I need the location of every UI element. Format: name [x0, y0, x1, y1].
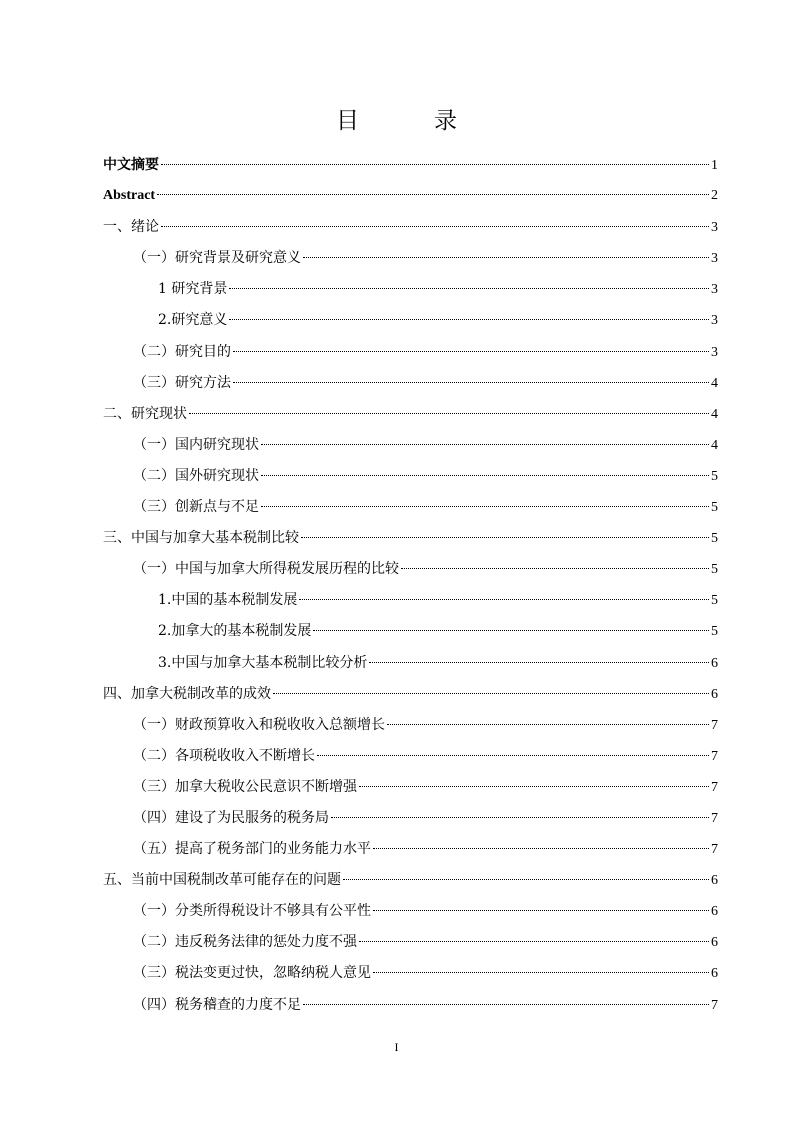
dot-leader	[303, 1004, 709, 1005]
toc-entry-label: （二）违反税务法律的惩处力度不强	[133, 934, 357, 951]
toc-entry[interactable]	[103, 587, 718, 618]
toc-entry[interactable]	[103, 898, 718, 929]
toc-entry[interactable]	[103, 650, 718, 681]
toc-entry-label: 3.中国与加拿大基本税制比较分析	[158, 654, 368, 671]
toc-entry[interactable]	[103, 307, 718, 338]
dot-leader	[359, 941, 709, 942]
toc-entry-page-number: 5	[711, 500, 718, 516]
dot-leader	[229, 288, 709, 289]
toc-entry[interactable]	[103, 743, 718, 774]
dot-leader	[359, 786, 709, 787]
toc-entry[interactable]	[103, 494, 718, 525]
toc-entry-page-number: 6	[711, 935, 718, 951]
dot-leader	[387, 724, 709, 725]
toc-entry-label: （三）税法变更过快，忽略纳税人意见	[133, 965, 371, 982]
toc-entry-label: 二、研究现状	[103, 405, 187, 422]
toc-entry-label: （一）财政预算收入和税收收入总额增长	[133, 716, 385, 733]
dot-leader	[373, 848, 709, 849]
toc-entry[interactable]	[103, 214, 718, 245]
toc-entry[interactable]	[103, 960, 718, 991]
toc-entry-page-number: 3	[711, 344, 718, 360]
dot-leader	[401, 568, 709, 569]
toc-entry[interactable]	[103, 401, 718, 432]
toc-entry-page-number: 3	[711, 313, 718, 329]
toc-entry[interactable]	[103, 245, 718, 276]
toc-entry-page-number: 7	[711, 717, 718, 733]
toc-entry-page-number: 6	[711, 966, 718, 982]
toc-entry[interactable]	[103, 712, 718, 743]
toc-entry[interactable]	[103, 183, 718, 214]
toc-entry-page-number: 6	[711, 873, 718, 889]
toc-entry[interactable]	[103, 339, 718, 370]
toc-entry-label: （四）建设了为民服务的税务局	[133, 809, 329, 826]
toc-entry-page-number: 7	[711, 748, 718, 764]
dot-leader	[233, 382, 709, 383]
toc-entry-label: 1 研究背景	[158, 281, 228, 298]
dot-leader	[303, 257, 709, 258]
toc-entry-page-number: 6	[711, 686, 718, 702]
toc-entry-page-number: 2	[711, 188, 718, 204]
dot-leader	[313, 630, 709, 631]
dot-leader	[261, 444, 709, 445]
toc-entry-page-number: 3	[711, 282, 718, 298]
toc-entry-page-number: 3	[711, 251, 718, 267]
toc-entry-label: （二）各项税收收入不断增长	[133, 747, 315, 764]
dot-leader	[233, 351, 709, 352]
dot-leader	[157, 194, 709, 195]
toc-entry-label: （一）研究背景及研究意义	[133, 250, 301, 267]
dot-leader	[373, 972, 709, 973]
toc-entry[interactable]	[103, 556, 718, 587]
dot-leader	[317, 755, 709, 756]
toc-entry-page-number: 5	[711, 562, 718, 578]
toc-entry-label: 1.中国的基本税制发展	[158, 592, 298, 609]
toc-entry-label: （一）国内研究现状	[133, 436, 259, 453]
dot-leader	[373, 910, 709, 911]
toc-entry[interactable]	[103, 276, 718, 307]
toc-entry-page-number: 5	[711, 531, 718, 547]
toc-entry[interactable]	[103, 463, 718, 494]
toc-entry-page-number: 6	[711, 904, 718, 920]
toc-entry-page-number: 5	[711, 593, 718, 609]
toc-entry-label: 五、当前中国税制改革可能存在的问题	[103, 872, 341, 889]
toc-entry-label: 一、绪论	[103, 219, 159, 236]
toc-entry-label: （三）加拿大税收公民意识不断增强	[133, 778, 357, 795]
toc-entry-page-number: 3	[711, 220, 718, 236]
toc-entry[interactable]	[103, 836, 718, 867]
toc-entry-page-number: 7	[711, 842, 718, 858]
toc-entry-label: （五）提高了税务部门的业务能力水平	[133, 841, 371, 858]
toc-entry-label: 2.研究意义	[158, 312, 228, 329]
table-of-contents	[103, 152, 718, 1023]
toc-entry-label: 2.加拿大的基本税制发展	[158, 623, 312, 640]
toc-entry-page-number: 4	[711, 406, 718, 422]
dot-leader	[261, 475, 709, 476]
dot-leader	[301, 537, 709, 538]
toc-entry-page-number: 5	[711, 624, 718, 640]
toc-entry-page-number: 7	[711, 997, 718, 1013]
toc-entry[interactable]	[103, 152, 718, 183]
dot-leader	[261, 506, 709, 507]
toc-entry-page-number: 7	[711, 779, 718, 795]
toc-entry[interactable]	[103, 618, 718, 649]
toc-entry-label: 三、中国与加拿大基本税制比较	[103, 530, 299, 547]
dot-leader	[331, 817, 709, 818]
toc-entry[interactable]	[103, 370, 718, 401]
dot-leader	[161, 164, 709, 165]
toc-entry[interactable]	[103, 525, 718, 556]
toc-entry-label: （三）研究方法	[133, 374, 231, 391]
toc-entry-page-number: 4	[711, 375, 718, 391]
toc-entry-label: （一）中国与加拿大所得税发展历程的比较	[133, 561, 399, 578]
toc-entry-label: （四）税务稽查的力度不足	[133, 996, 301, 1013]
toc-entry[interactable]	[103, 992, 718, 1023]
page-title: 目 录	[336, 108, 483, 134]
footer-page-number: I	[394, 1040, 399, 1054]
toc-entry[interactable]	[103, 774, 718, 805]
toc-entry-page-number: 1	[711, 158, 718, 173]
toc-entry[interactable]	[103, 681, 718, 712]
toc-entry[interactable]	[103, 929, 718, 960]
dot-leader	[229, 319, 709, 320]
dot-leader	[343, 879, 709, 880]
toc-entry-label: （三）创新点与不足	[133, 499, 259, 516]
dot-leader	[161, 226, 709, 227]
dot-leader	[369, 662, 709, 663]
toc-entry-label: （一）分类所得税设计不够具有公平性	[133, 903, 371, 920]
toc-entry-label: （二）国外研究现状	[133, 467, 259, 484]
toc-entry[interactable]	[103, 805, 718, 836]
toc-entry[interactable]	[103, 867, 718, 898]
dot-leader	[189, 413, 709, 414]
toc-entry[interactable]	[103, 432, 718, 463]
toc-entry-page-number: 4	[711, 437, 718, 453]
toc-entry-page-number: 6	[711, 655, 718, 671]
toc-entry-label: （二）研究目的	[133, 343, 231, 360]
dot-leader	[273, 693, 709, 694]
dot-leader	[299, 599, 709, 600]
toc-entry-page-number: 7	[711, 810, 718, 826]
toc-entry-label: 四、加拿大税制改革的成效	[103, 685, 271, 702]
toc-entry-label: Abstract	[103, 188, 156, 204]
toc-entry-label: 中文摘要	[103, 157, 159, 173]
toc-entry-page-number: 5	[711, 468, 718, 484]
